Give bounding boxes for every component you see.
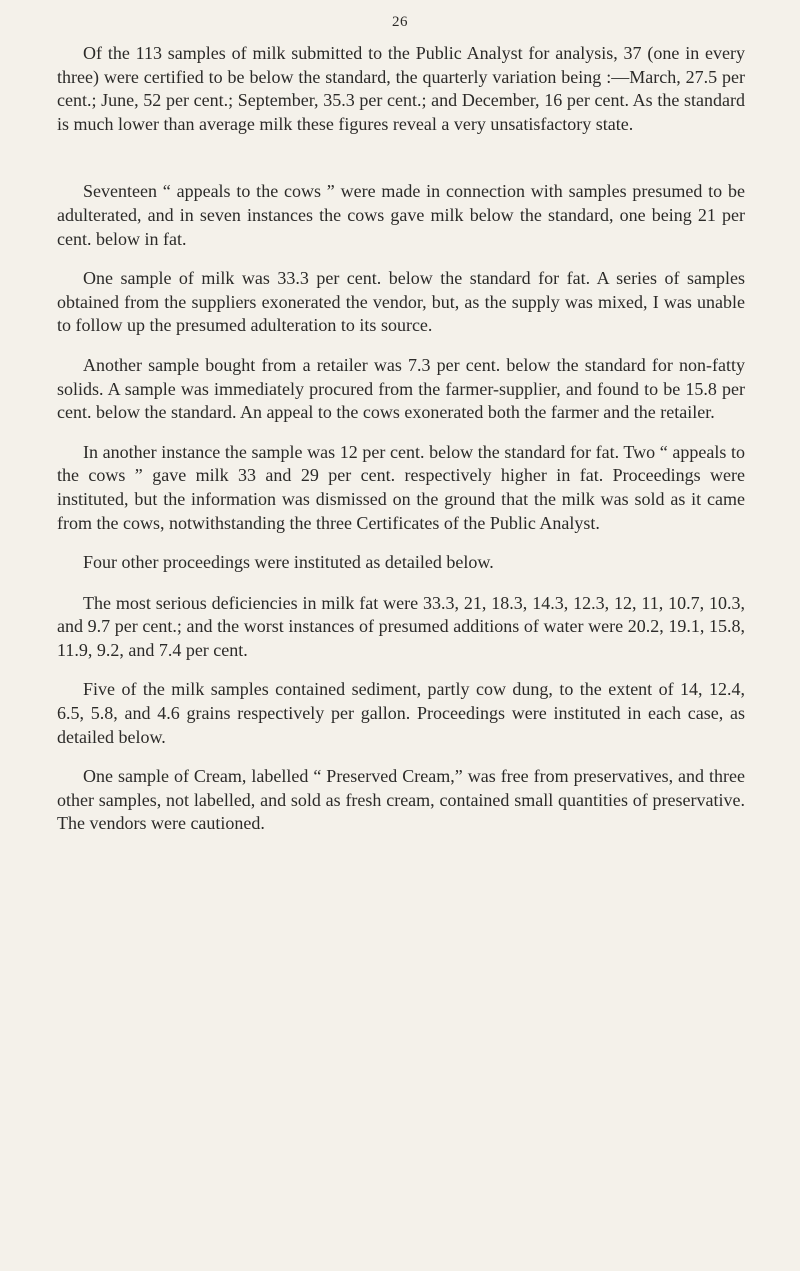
body-text — [57, 42, 745, 852]
page-number: 26 — [392, 14, 408, 30]
paragraph-dismissed-proceedings: In another instance the sample was 12 per cent. below the standard for fat. Two “ appeals to the cows ” gave milk 33 and 29 per cent. respectively higher in fat. Proceedings were instituted, but the information was dismissed on the ground that the milk was sold as it came from the cows, notwithstanding the three Certificates of the Public Analyst. — [57, 441, 745, 533]
paragraph-cream-samples: One sample of Cream, labelled “ Preserved Cream,” was free from preservatives, and three other samples, not labelled, and sold as fresh cream, contained small quantities of preservative. The vendors were cautioned. — [57, 766, 745, 834]
paragraph-serious-deficiencies: The most serious deficiencies in milk fat were 33.3, 21, 18.3, 14.3, 12.3, 12, 11, 10.7, 10.3, and 9.7 per cent.; and the worst instances of presumed additions of water were 20.2, 19.1, 15.8, 11.9, 9.2, and 7.4 per cent. — [57, 592, 745, 660]
paragraph-sediment-samples: Five of the milk samples contained sediment, partly cow dung, to the extent of 14, 12.4, 6.5, 5.8, and 4.6 grains respectively per gallon. Proceedings were instituted in each case, as detailed below. — [57, 679, 745, 747]
paragraph-other-proceedings: Four other proceedings were instituted as detailed below. — [83, 552, 494, 573]
paragraph-non-fatty-solids-sample: Another sample bought from a retailer was 7.3 per cent. below the standard for non-fatty solids. A sample was immediately procured from the farmer-supplier, and found to be 15.8 per cent. below the standard. An appeal to the cows exonerated both the farmer and the retailer. — [57, 354, 745, 423]
paragraph-fat-deficiency-sample: One sample of milk was 33.3 per cent. below the standard for fat. A series of samples obtained from the suppliers exonerated the vendor, but, as the supply was mixed, I was unable to follow up the presumed adulteration to its source. — [57, 268, 745, 336]
paragraph-appeals-to-cows: Seventeen “ appeals to the cows ” were made in connection with samples presumed to be adulterated, and in seven instances the cows gave milk below the standard, one being 21 per cent. below in fat. — [57, 181, 745, 249]
paragraph-milk-samples-summary: Of the 113 samples of milk submitted to the Public Analyst for analysis, 37 (one in every three) were certified to be below the standard, the quarterly variation being :—March, 27.5 per cent.; June, 52 per cent.; September, 35.3 per cent.; and December, 16 per cent. As the standard is much lower than average milk these figures reveal a very unsatisfactory state. — [57, 43, 745, 134]
